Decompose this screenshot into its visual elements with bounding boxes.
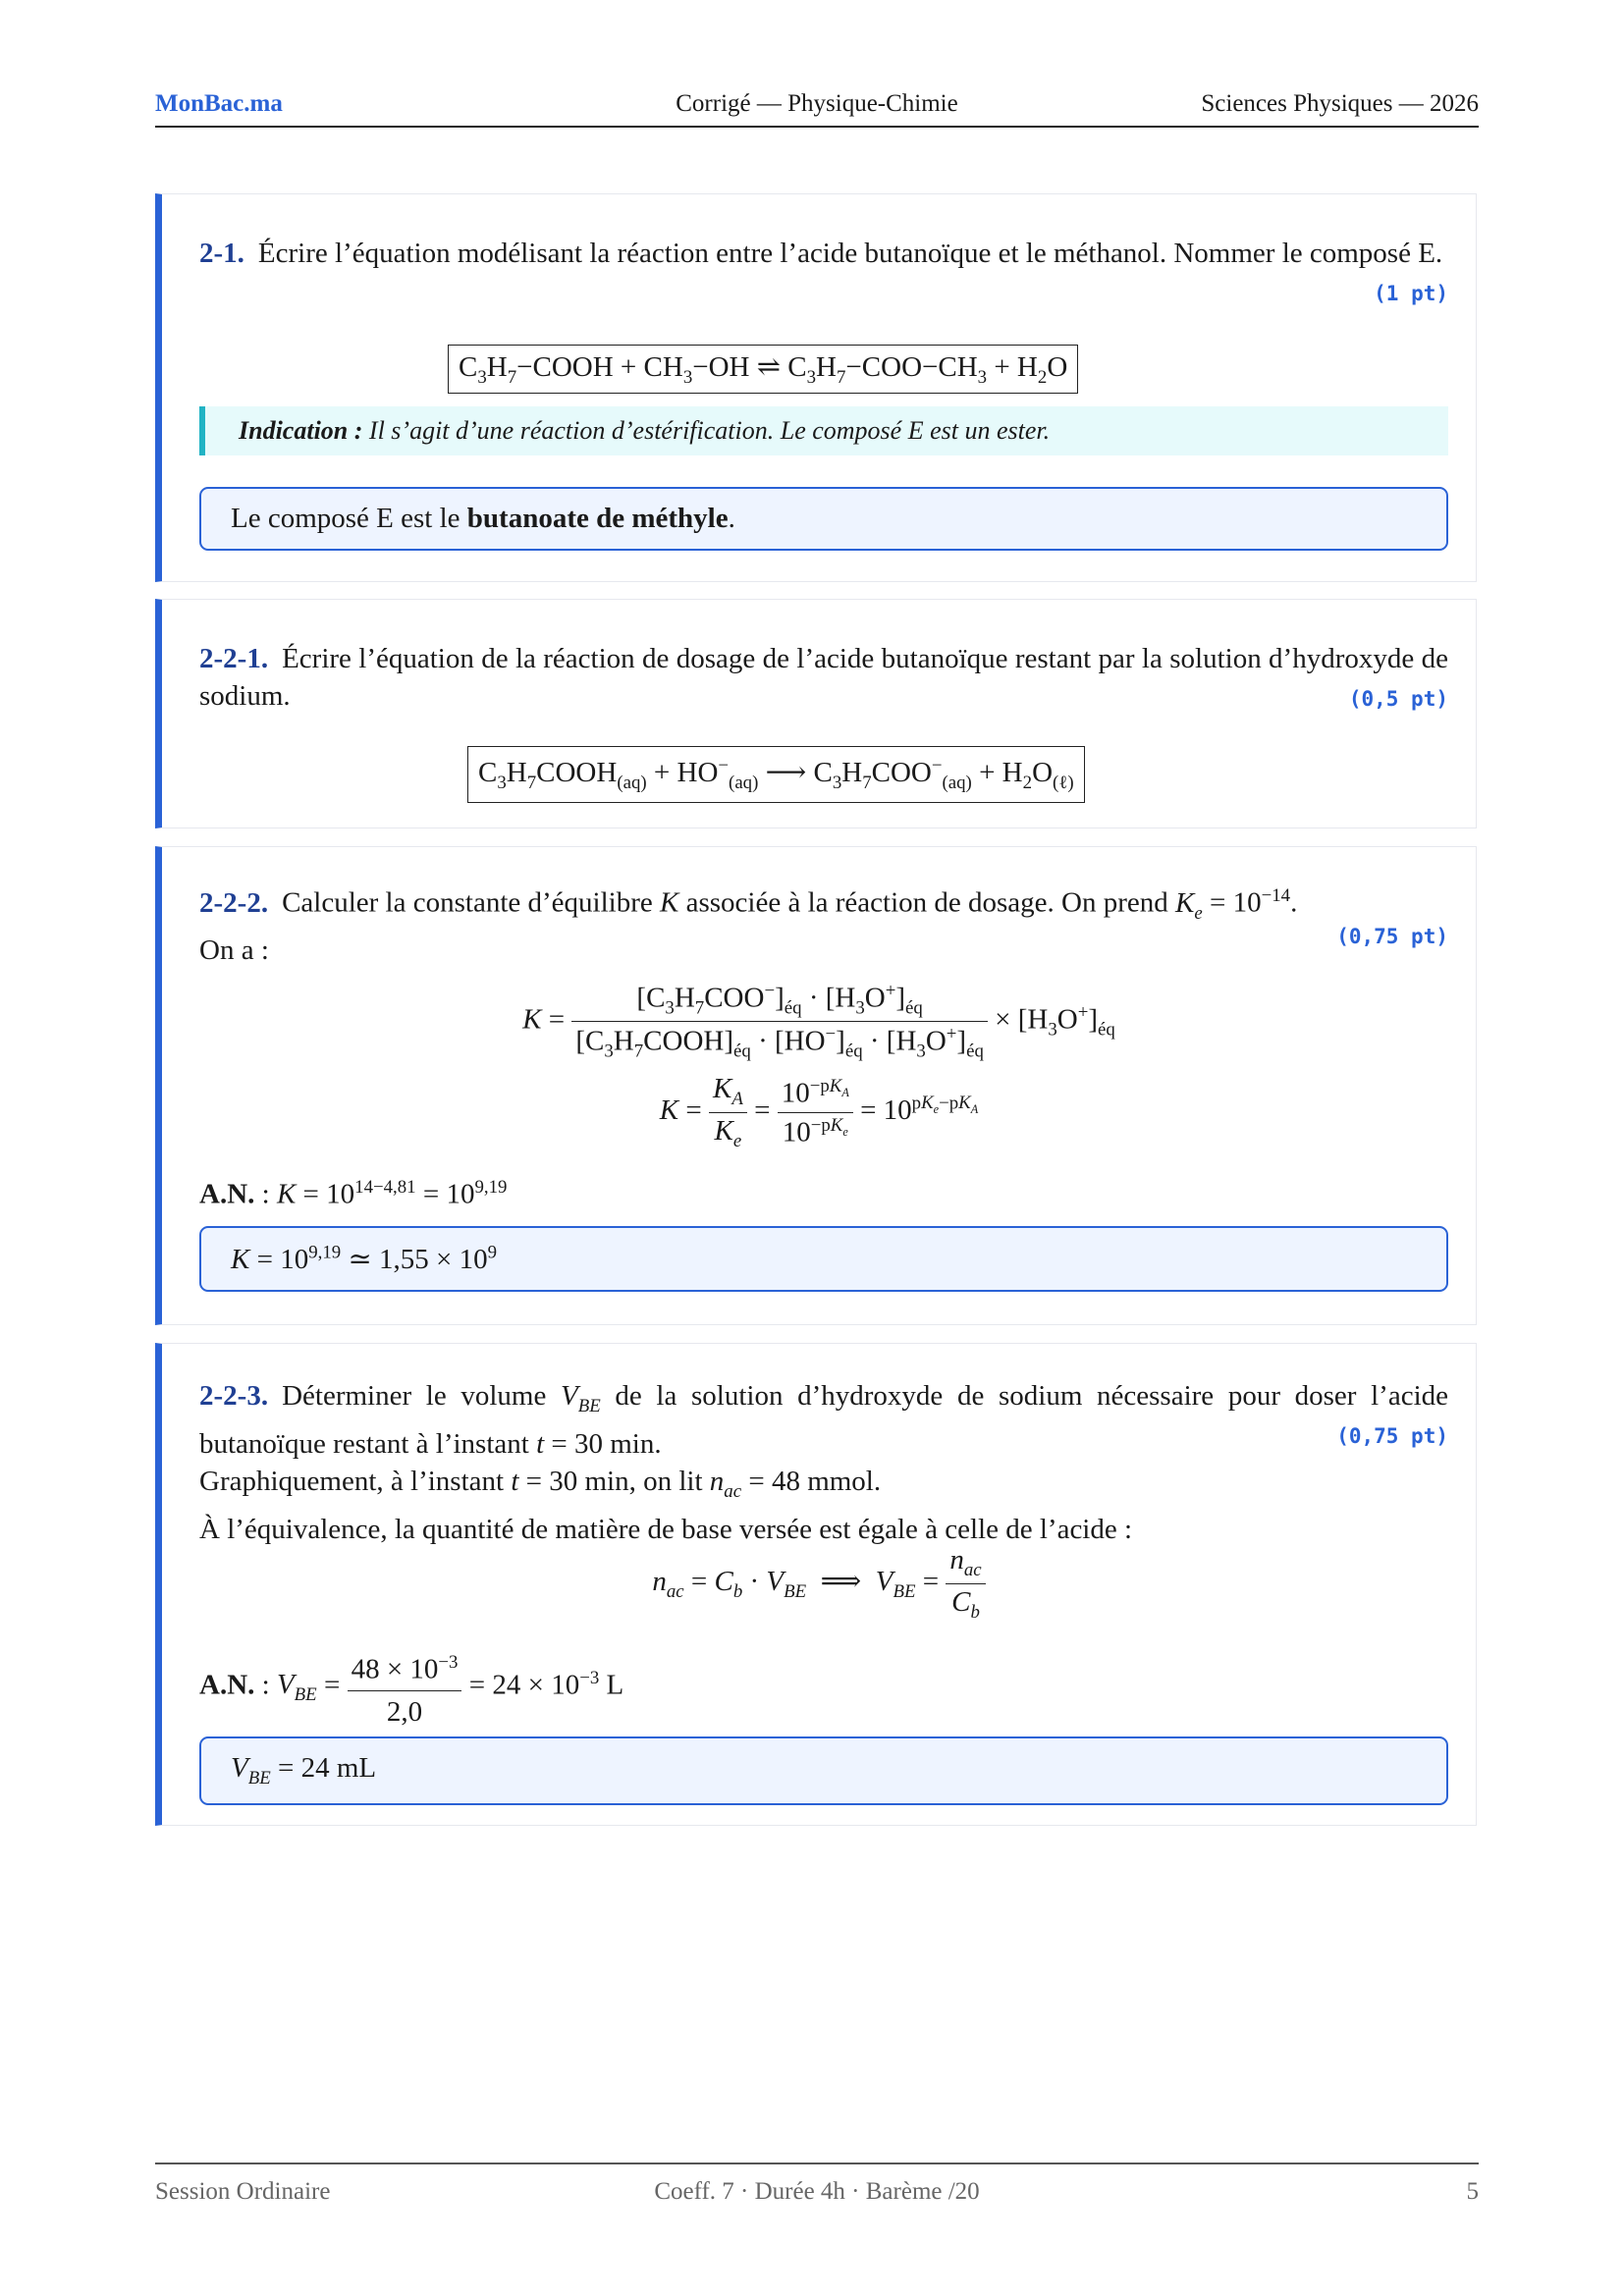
question-block bbox=[199, 235, 1448, 305]
footer-session: Session Ordinaire bbox=[155, 2178, 331, 2205]
question-number: 2-2-1. bbox=[199, 643, 269, 674]
page-number: 5 bbox=[1466, 2178, 1479, 2205]
question-card-2-1 bbox=[155, 193, 1477, 582]
titration-equation: $C_3H_7COOH_{(aq)} + HO^-_{(aq)}$ ⟶ $C_3H_7COO^-_{(aq)} + H_2O_{(\ell)}$ bbox=[467, 746, 1085, 803]
question-number: 2-2-3. bbox=[199, 1380, 269, 1412]
question-card-2-2-1 bbox=[155, 599, 1477, 828]
on-a-line: On a : bbox=[199, 934, 269, 967]
brand-logo[interactable]: MonBac.ma bbox=[155, 90, 283, 117]
answer-box: $K = 10^{9,19}$ ≃ $1,55 \times 10^9$ bbox=[199, 1226, 1448, 1292]
hint-box bbox=[199, 406, 1448, 455]
question-text: 2-2-1. Écrire l’équation de la réaction de dosage de l’acide butanoïque restant par la solution d’hydroxyde de sodium. bbox=[199, 643, 1448, 712]
header-subject: Sciences Physiques — 2026 bbox=[1201, 90, 1479, 117]
numerical-application: A.N. : $V_{BE}$ = $\frac{48 \times 10^{-3}}{2,0}$ = $24 \times 10^{-3}$ L bbox=[199, 1644, 1448, 1731]
equation-k-constants: K = $\frac{K_A}{K_e}$ = $\frac{10^{-pK_A}}{10^{-pK_e}}$ = $10^{pK_e-pK_A}$ bbox=[659, 1073, 979, 1151]
question-card-2-2-3 bbox=[155, 1343, 1477, 1826]
points-badge: (0,75 pt) bbox=[1336, 925, 1448, 948]
numerical-application: A.N. : $K = 10^{14-4,81} = 10^{9,19}$ bbox=[199, 1177, 508, 1210]
points-badge: (1 pt) bbox=[1374, 282, 1448, 305]
page-header bbox=[155, 90, 1479, 128]
header-title: Corrigé — Physique-Chimie bbox=[676, 90, 958, 117]
points-badge: (0,75 pt) bbox=[1336, 1424, 1448, 1448]
question-text: 2-2-3. Déterminer le volume $V_{BE}$ de la solution d’hydroxyde de sodium nécessaire pour doser l’acide butanoïque restant à l’instant t = 30 min. bbox=[199, 1380, 1448, 1460]
answer-highlight: butanoate de méthyle bbox=[466, 503, 729, 534]
question-text: 2-2-2. Calculer la constante d’équilibre K associée à la réaction de dosage. On prend $K_e = 10^{-14}$. bbox=[199, 885, 1298, 924]
graph-reading: Graphiquement, à l’instant t = 30 min, on lit $n_{ac} = 48$ mmol. bbox=[199, 1465, 882, 1502]
hint-text: Il s’agit d’une réaction d’estérification. Le composé E est un ester. bbox=[368, 416, 1051, 445]
points-badge: (0,5 pt) bbox=[1348, 687, 1448, 711]
question-number: 2-1. bbox=[199, 238, 244, 269]
question-text: 2-1. Écrire l’équation modélisant la réaction entre l’acide butanoïque et le méthanol. Nommer le composé E. bbox=[199, 238, 1443, 269]
answer-box: Le composé E est le butanoate de méthyle. bbox=[199, 487, 1448, 551]
question-card-2-2-2 bbox=[155, 846, 1477, 1325]
answer-box: $V_{BE} = 24$ mL bbox=[199, 1736, 1448, 1805]
question-number: 2-2-2. bbox=[199, 886, 269, 919]
equation-volume: $n_{ac} = C_b \cdot V_{BE}$ ⟹ $V_{BE}$ = $\frac{n_{ac}}{C_b}$ bbox=[162, 1544, 1476, 1624]
equivalence-statement: À l’équivalence, la quantité de matière de base versée est égale à celle de l’acide : bbox=[199, 1513, 1133, 1545]
page-footer bbox=[155, 2163, 1479, 2205]
esterification-equation: $C_3H_7-COOH + CH_3-OH$ ⇌ $C_3H_7-COO-CH_3 + H_2O$ bbox=[448, 345, 1078, 394]
footer-info: Coeff. 7 · Durée 4h · Barème /20 bbox=[654, 2178, 980, 2205]
equation-k-concentrations: K = $\frac{[C_3H_7COO^-]_{éq} \cdot [H_3O^+]_{éq}}{[C_3H_7COOH]_{éq} \cdot [HO^-]_{éq} \cdot [H_3O^+]_{éq}}$ × $[H_3O^+]_{éq}$ bbox=[522, 981, 1115, 1062]
hint-label: Indication : bbox=[239, 416, 363, 445]
